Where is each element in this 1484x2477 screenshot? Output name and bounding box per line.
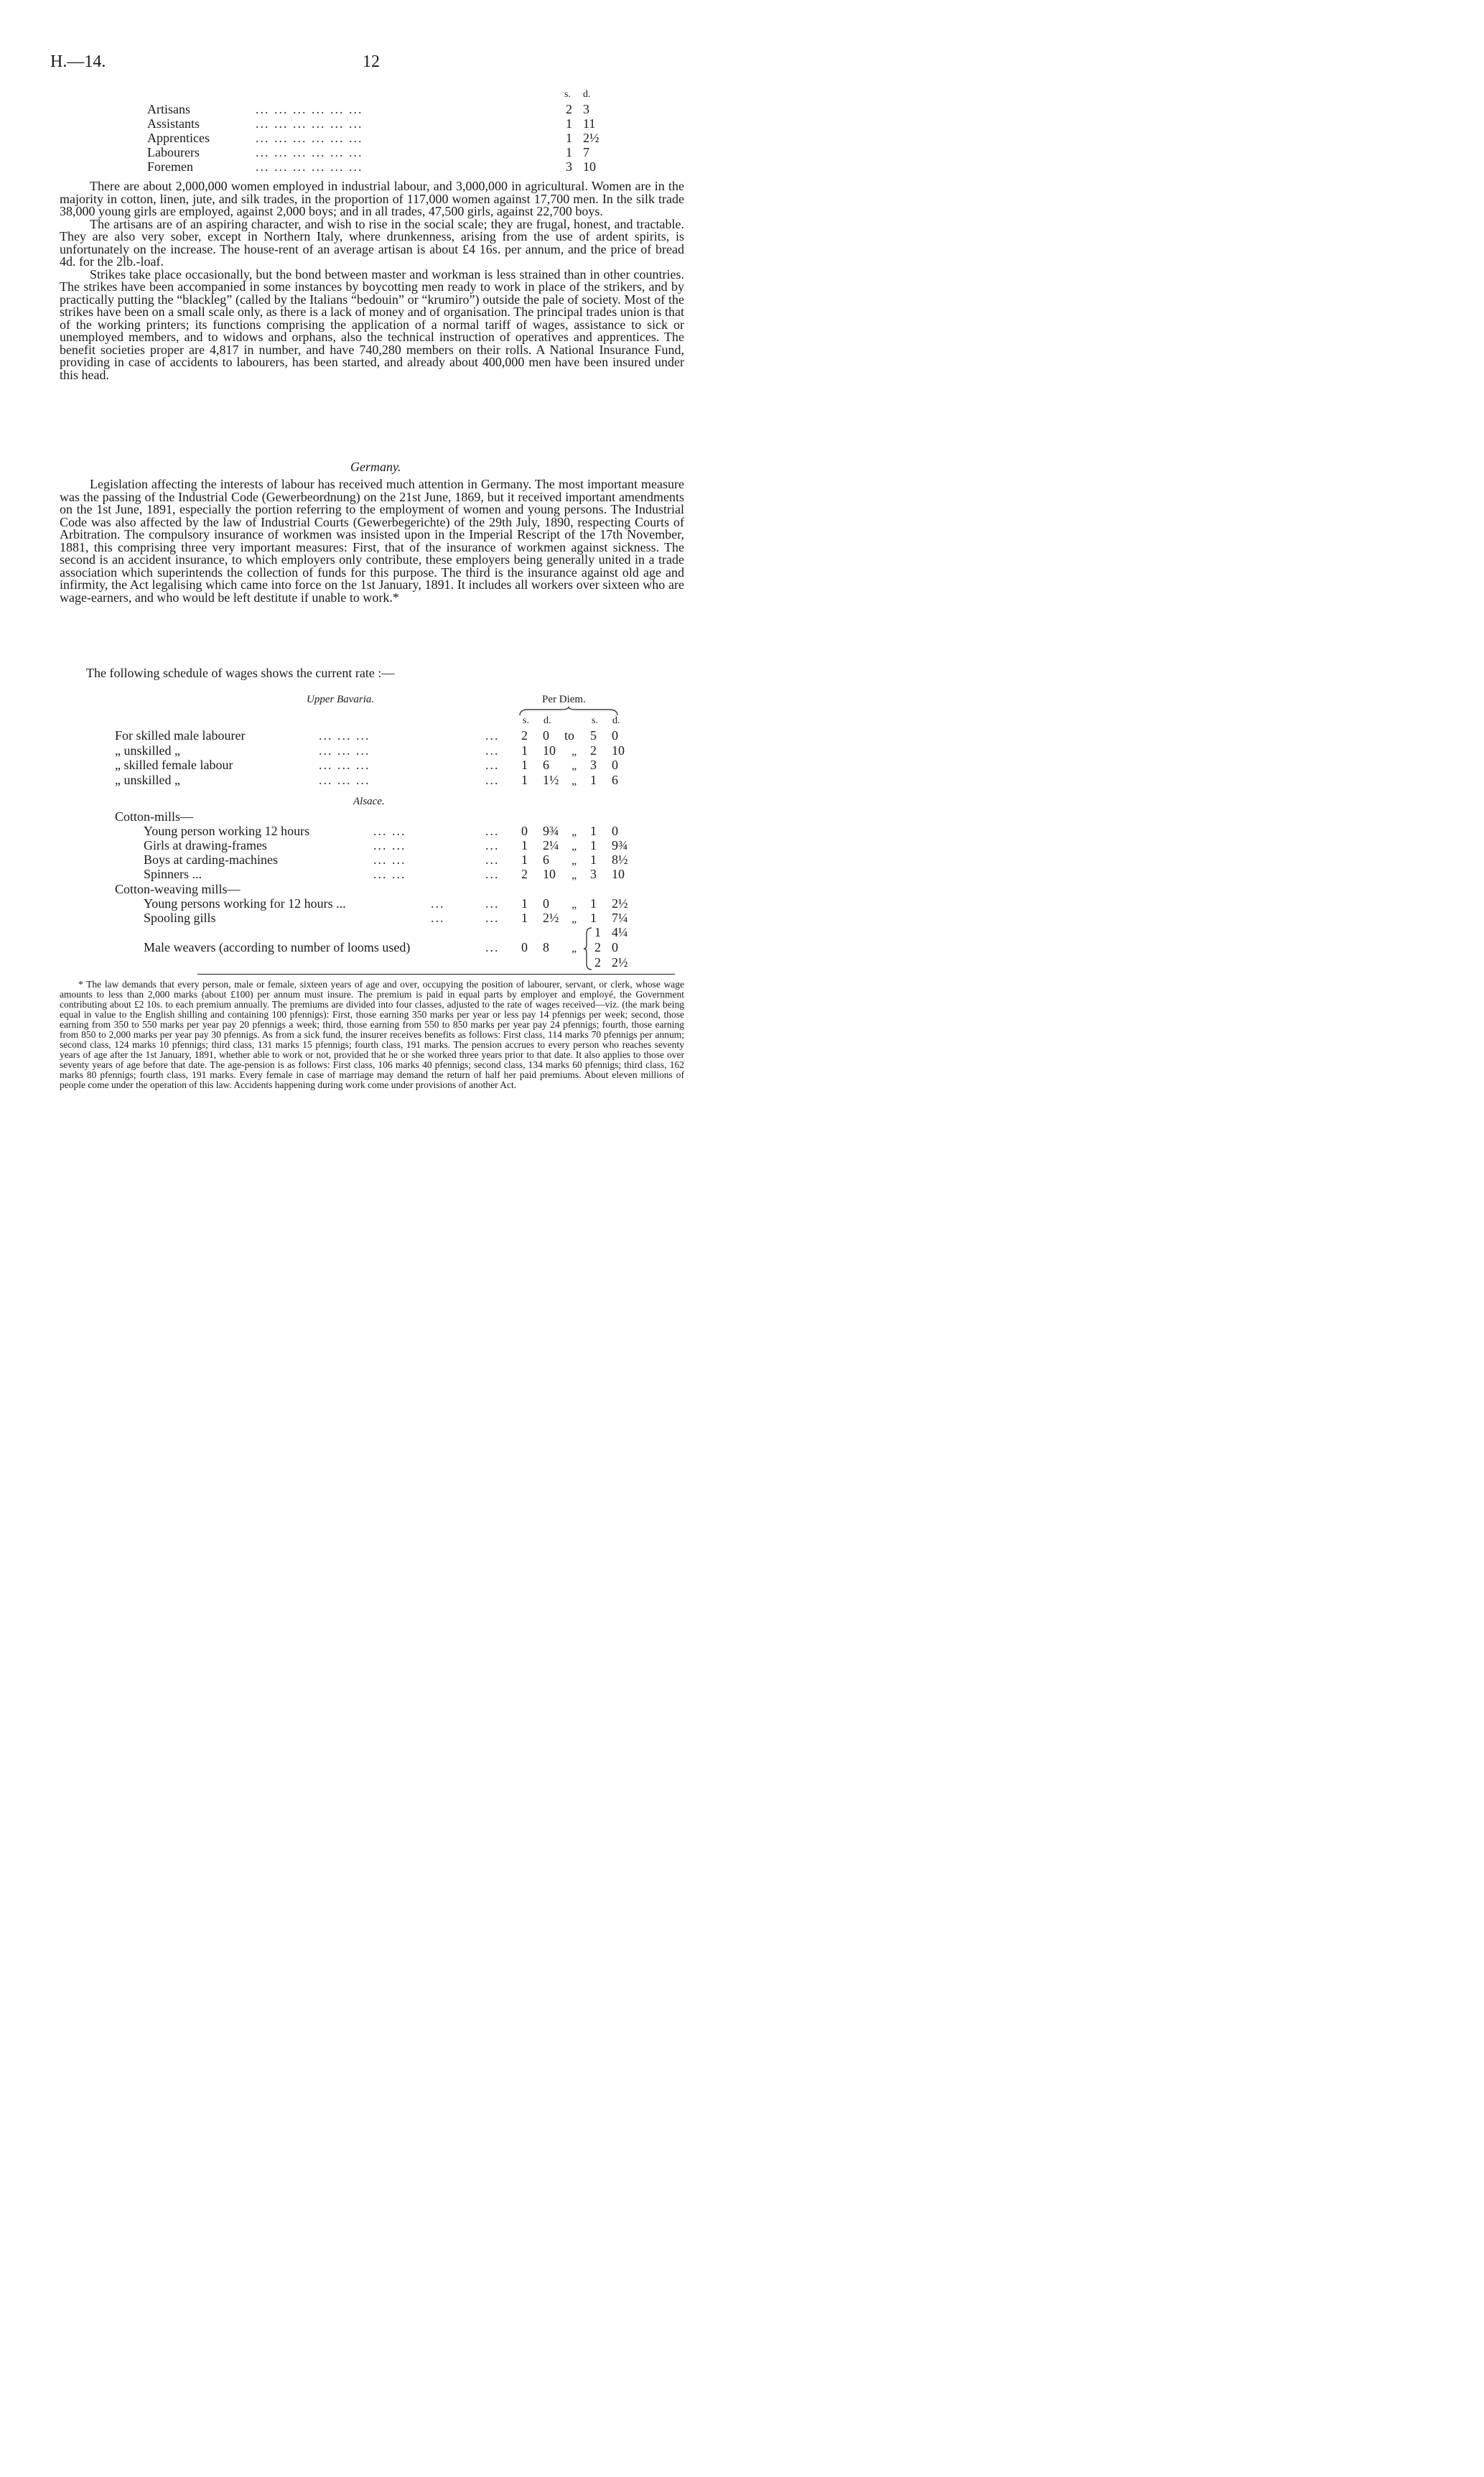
value-s: 2 (566, 102, 572, 116)
value-d2: 6 (612, 772, 618, 787)
value-d1: 2¼ (543, 838, 559, 852)
ditto-mark: „ (571, 840, 578, 852)
footnote (60, 980, 684, 1090)
male-weavers-label: Male weavers (according to number of looms used) (144, 940, 411, 954)
doc-reference: H.—14. (50, 52, 106, 71)
option-d: 4¼ (612, 925, 628, 939)
paragraph: There are about 2,000,000 women employed in industrial labour, and 3,000,000 in agricultural. Women are in the majority in cotton, linen, jute, and silk trades, in the proportion of 117,000 women against 17,700 men. In the silk trade 38,000 young girls are employed, against 2,000 boys; and in all trades, 47,500 girls, against 22,700 boys. (60, 179, 684, 218)
paragraph: Legislation affecting the interests of labour has received much attention in Germany. The most important measure was the passing of the Industrial Code (Gewerbeordnung) on the 21st June, 1869, but it received important amendments on the 1st June, 1891, especially the portion referring to the employment of women and young persons. The Industrial Code was also affected by the law of Industrial Courts (Gewerbegerichte) of the 29th July, 1890, respecting Courts of Arbitration. The compulsory insurance of workmen was insisted upon in the Imperial Rescript of the 17th November, 1881, this comprising three very important measures: First, that of the insurance of workmen against sickness. The second is an accident insurance, to which employers only contribute, these employers being generally united in a trade association which superintends the collection of funds for this purpose. The third is the insurance against old age and infirmity, the Act legalising which came into force on the 1st January, 1891. It includes all workers over sixteen who are wage-earners, and who would be left destitute if unable to work.* (60, 477, 684, 605)
value-d1: 2½ (543, 911, 559, 925)
ditto-mark: „ (571, 774, 578, 787)
leader-dots: ... ... ... (319, 728, 370, 743)
col-header-s: s. (564, 89, 571, 100)
leader-dots: ... ... ... ... ... ... (256, 145, 363, 159)
value-s1: 1 (521, 743, 528, 758)
italy-text (60, 180, 684, 381)
leader-dots: ... (431, 896, 445, 911)
value-s2: 1 (590, 838, 597, 852)
ditto-mark: „ (571, 855, 578, 867)
value-d2: 10 (612, 743, 625, 758)
to-word: to (564, 728, 575, 743)
leader-dots: ... ... (373, 852, 406, 867)
value-d1: 6 (543, 758, 549, 772)
value-d2: 0 (612, 728, 618, 743)
leader-dots: ... ... (373, 838, 406, 852)
value-d1: 6 (543, 852, 549, 867)
value-s1: 1 (521, 838, 528, 852)
value-s2: 1 (590, 896, 597, 911)
leader-dots: ... (431, 911, 445, 925)
option-d: 0 (612, 940, 618, 954)
leader-dots: ... (485, 911, 500, 925)
value-s2: 1 (590, 911, 597, 925)
row-label: Spooling gills (144, 911, 216, 925)
value-d1: 10 (543, 867, 556, 881)
weaving-heading: Cotton-weaving mills— (115, 882, 241, 896)
col-d-2: d. (612, 715, 620, 726)
region-upper-bavaria: Upper Bavaria. (307, 694, 375, 705)
leader-dots: ... (485, 728, 500, 743)
value-s1: 1 (521, 911, 528, 925)
paragraph: The artisans are of an aspiring character, and wish to rise in the social scale; they are frugal, honest, and tractable. They are also very sober, except in Northern Italy, where drunkenness, arising from the use of ardent spirits, is unfortunately on the increase. The house-rent of an average artisan is about £4 16s. per annum, and the price of bread 4d. for the 2lb.-loaf. (60, 216, 684, 269)
value-d: 7 (583, 145, 589, 159)
value-s1: 0 (521, 824, 528, 838)
value-d1: 9¾ (543, 824, 559, 838)
value-d1: 0 (543, 728, 549, 743)
value-d2: 7¼ (612, 911, 628, 925)
leader-dots: ... ... ... (319, 758, 370, 772)
leader-dots: ... (485, 824, 500, 838)
value-s2: 1 (590, 824, 597, 838)
leader-dots: ... (485, 772, 500, 787)
leader-dots: ... ... ... ... ... ... (256, 116, 363, 131)
row-label: For skilled male labourer (115, 728, 246, 743)
leader-dots: ... ... ... ... ... ... (256, 102, 363, 116)
row-label: Labourers (147, 145, 200, 159)
row-label: Artisans (147, 102, 190, 116)
value-s: 1 (566, 145, 572, 159)
row-label: „ skilled female labour (115, 758, 233, 772)
value-d2: 0 (612, 824, 618, 838)
row-label: „ unskilled „ (115, 772, 180, 787)
leader-dots: ... (485, 758, 500, 772)
value-s1: 1 (521, 772, 528, 787)
paragraph: Strikes take place occasionally, but the bond between master and workman is less strained than in other countries. The strikes have been accompanied in some instances by boycotting men ready to work in place of the strikers, and by practically putting the “blackleg” (called by the Italians “bedouin” or “krumiro”) outside the pale of society. Most of the strikes have been on a small scale only, as there is a lack of money and of organisation. The principal trades union is that of the working printers; its functions comprising the application of a normal tariff of wages, assistance to sick or unemployed members, and to widows and orphans, also the technical instruction of operatives and apprentices. The benefit societies proper are 4,817 in number, and have 740,280 members on their rolls. A National Insurance Fund, providing in case of accidents to labourers, has been started, and already about 400,000 men have been insured under this head. (60, 266, 684, 382)
region-alsace: Alsace. (353, 796, 385, 807)
leader-dots: ... ... (373, 824, 406, 838)
ditto-mark: „ (571, 745, 578, 758)
value-s: 3 (566, 159, 572, 174)
value-s2: 1 (590, 772, 597, 787)
value-d: 11 (583, 116, 596, 131)
row-label: „ unskilled „ (115, 743, 180, 758)
page-number: 12 (363, 52, 380, 71)
leader-dots: ... ... ... (319, 743, 370, 758)
value-d2: 10 (612, 867, 625, 881)
option-s: 2 (594, 955, 601, 970)
value-s1: 1 (521, 758, 528, 772)
row-label: Foremen (147, 159, 193, 174)
value-s2: 3 (590, 758, 597, 772)
value-s2: 3 (590, 867, 597, 881)
value-d1: 0 (543, 896, 549, 911)
col-header-d: d. (583, 89, 591, 100)
ditto-mark: „ (571, 826, 578, 838)
section-heading-germany: Germany. (350, 460, 401, 474)
row-label: Spinners ... (144, 867, 202, 881)
value-s: 1 (566, 116, 572, 131)
value-d2: 0 (612, 758, 618, 772)
option-d: 2½ (612, 955, 628, 970)
col-d-1: d. (543, 715, 551, 726)
leader-dots: ... (485, 838, 500, 852)
value-s1: 2 (521, 728, 528, 743)
leader-dots: ... (485, 896, 500, 911)
value-s1: 2 (521, 867, 528, 881)
per-diem-heading: Per Diem. (542, 694, 586, 705)
cotton-mills-heading: Cotton-mills— (115, 809, 194, 824)
value-s1: 1 (521, 896, 528, 911)
value-s2: 1 (590, 852, 597, 867)
leader-dots: ... ... ... (319, 772, 370, 787)
male-weavers-brace (583, 926, 593, 971)
row-label: Assistants (147, 116, 200, 131)
col-s-1: s. (523, 715, 529, 726)
leader-dots: ... ... ... ... ... ... (256, 159, 363, 174)
footnote-rule (197, 974, 675, 975)
row-label: Girls at drawing-frames (144, 838, 267, 852)
germany-text (60, 478, 684, 604)
value-d1: 1½ (543, 772, 559, 787)
leader-dots: ... (485, 940, 500, 954)
value-s: 1 (566, 131, 572, 145)
footnote-text: * The law demands that every person, male or female, sixteen years of age and over, occupying the position of labourer, servant, or clerk, whose wage amounts to less than 2,000 marks (about £100) per annum must insure. The premium is paid in equal parts by employer and employé, the Government contributing about £2 10s. to each premium annually. The premiums are divided into four classes, adjusted to the rate of wages received—viz. (the mark being equal in value to the English shilling and containing 100 pfennigs): First, those earning 350 marks per year or less pay 14 pfennigs per week; second, those earning from 350 to 550 marks per year pay 20 pfennigs a week; third, those earning from 550 to 850 marks per year pay 24 pfennigs; fourth, those earning from 850 to 2,000 marks per year pay 30 pfennigs. As from a sick fund, the insurer receives benefits as follows: First class, 114 marks 70 pfennigs per annum; second class, 124 marks 10 pfennigs; third class, 131 marks 15 pfennigs; fourth class, 191 marks. The pension accrues to every person who reaches seventy years of age after the 1st January, 1891, whether able to work or not, provided that he or she worked three years prior to that date. It also applies to those over seventy years of age before that date. The age-pension is as follows: First class, 106 marks 40 pfennigs; second class, 134 marks 60 pfennigs; third class, 162 marks 80 pfennigs; fourth class, 191 marks. Every female in case of marriage may demand the return of half her paid premiums. About eleven millions of people come under the operation of this law. Accidents happening during work come under provisions of another Act. (60, 979, 684, 1090)
schedule-intro: The following schedule of wages shows the current rate :— (86, 666, 395, 680)
leader-dots: ... (485, 743, 500, 758)
male-weavers-s1: 0 (521, 940, 528, 954)
row-label: Boys at carding-machines (144, 852, 278, 867)
option-s: 1 (594, 925, 601, 939)
male-weavers-d1: 8 (543, 940, 549, 954)
leader-dots: ... (485, 852, 500, 867)
ditto-mark: „ (571, 898, 578, 911)
value-d: 2½ (583, 131, 599, 145)
leader-dots: ... ... (373, 867, 406, 881)
value-s1: 1 (521, 852, 528, 867)
value-d: 3 (583, 102, 589, 116)
per-diem-brace (518, 707, 619, 717)
value-d: 10 (583, 159, 596, 174)
value-d2: 9¾ (612, 838, 628, 852)
value-d2: 2½ (612, 896, 628, 911)
option-s: 2 (594, 940, 601, 954)
ditto-mark: „ (571, 942, 578, 954)
value-s2: 2 (590, 743, 597, 758)
col-s-2: s. (592, 715, 598, 726)
value-d1: 10 (543, 743, 556, 758)
value-s2: 5 (590, 728, 597, 743)
row-label: Young persons working for 12 hours ... (144, 896, 346, 911)
leader-dots: ... ... ... ... ... ... (256, 131, 363, 145)
ditto-mark: „ (571, 913, 578, 925)
leader-dots: ... (485, 867, 500, 881)
ditto-mark: „ (571, 869, 578, 881)
row-label: Apprentices (147, 131, 210, 145)
ditto-mark: „ (571, 760, 578, 772)
value-d2: 8½ (612, 852, 628, 867)
row-label: Young person working 12 hours (144, 824, 310, 838)
